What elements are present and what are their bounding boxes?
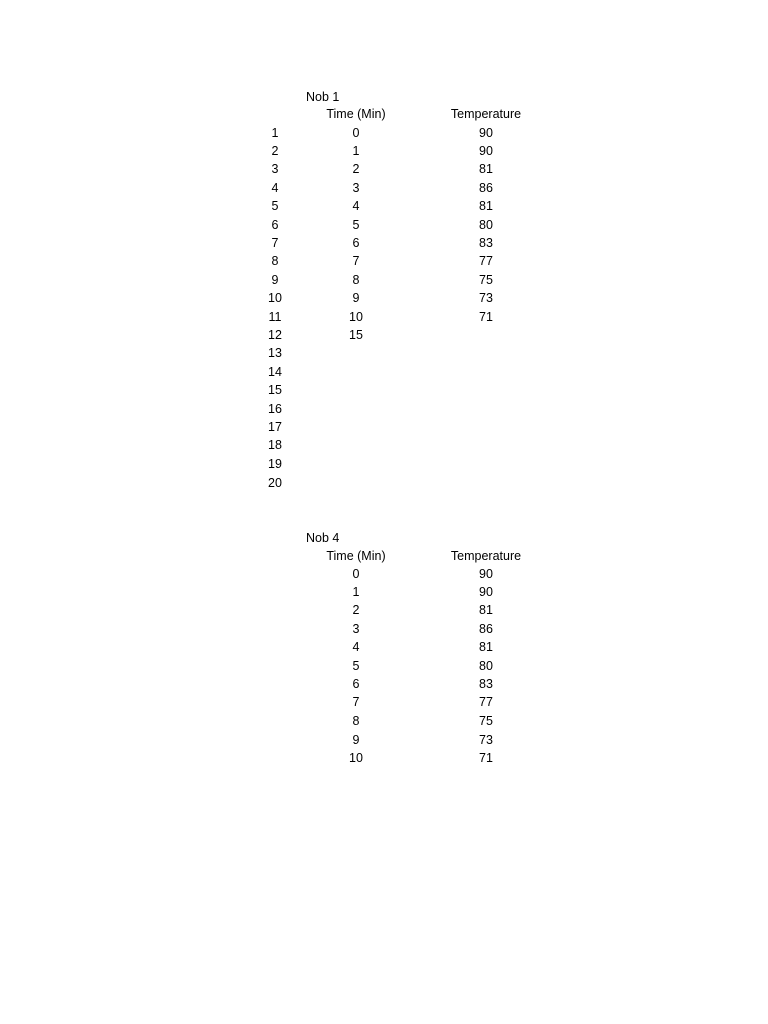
temperature-cell: 90	[479, 126, 493, 140]
time-cell: 4	[352, 199, 360, 213]
temperature-cell: 80	[479, 659, 493, 673]
row-number: 17	[268, 420, 282, 434]
time-header: Time (Min)	[326, 107, 386, 121]
temperature-cell: 71	[479, 310, 493, 324]
row-number: 8	[271, 254, 279, 268]
temperature-cell: 83	[479, 236, 493, 250]
row-number: 9	[271, 273, 279, 287]
time-cell: 4	[352, 640, 360, 654]
row-number: 10	[268, 291, 282, 305]
temperature-cell: 90	[479, 585, 493, 599]
temperature-cell: 86	[479, 181, 493, 195]
temperature-cell: 75	[479, 714, 493, 728]
temperature-cell: 90	[479, 567, 493, 581]
temperature-cell: 71	[479, 751, 493, 765]
temperature-header: Temperature	[450, 107, 522, 121]
row-number: 19	[268, 457, 282, 471]
temperature-cell: 86	[479, 622, 493, 636]
row-number: 5	[271, 199, 279, 213]
temperature-cell: 80	[479, 218, 493, 232]
time-cell: 10	[349, 310, 363, 324]
temperature-cell: 81	[479, 603, 493, 617]
time-cell: 6	[352, 677, 360, 691]
time-cell: 0	[352, 126, 360, 140]
row-number: 13	[268, 346, 282, 360]
row-number: 3	[271, 162, 279, 176]
row-number: 20	[268, 476, 282, 490]
row-number: 7	[271, 236, 279, 250]
time-cell: 2	[352, 162, 360, 176]
time-cell: 3	[352, 181, 360, 195]
time-cell: 5	[352, 218, 360, 232]
row-number: 14	[268, 365, 282, 379]
temperature-header: Temperature	[450, 549, 522, 563]
time-cell: 9	[352, 291, 360, 305]
time-cell: 8	[352, 273, 360, 287]
time-cell: 2	[352, 603, 360, 617]
time-cell: 7	[352, 695, 360, 709]
time-cell: 9	[352, 733, 360, 747]
time-cell: 1	[352, 144, 360, 158]
row-number: 1	[271, 126, 279, 140]
row-number: 6	[271, 218, 279, 232]
time-cell: 5	[352, 659, 360, 673]
temperature-cell: 73	[479, 733, 493, 747]
row-number: 11	[268, 310, 282, 324]
row-number: 2	[271, 144, 279, 158]
table-title: Nob 1	[306, 90, 340, 104]
time-cell: 8	[352, 714, 360, 728]
row-number: 15	[268, 383, 282, 397]
temperature-cell: 77	[479, 254, 493, 268]
row-number: 12	[268, 328, 282, 342]
row-number: 4	[271, 181, 279, 195]
time-header: Time (Min)	[326, 549, 386, 563]
time-cell: 10	[349, 751, 363, 765]
time-cell: 15	[349, 328, 363, 342]
temperature-cell: 75	[479, 273, 493, 287]
temperature-cell: 73	[479, 291, 493, 305]
row-number: 16	[268, 402, 282, 416]
temperature-cell: 83	[479, 677, 493, 691]
temperature-cell: 90	[479, 144, 493, 158]
temperature-cell: 81	[479, 199, 493, 213]
time-cell: 1	[352, 585, 360, 599]
time-cell: 7	[352, 254, 360, 268]
time-cell: 3	[352, 622, 360, 636]
row-number: 18	[268, 438, 282, 452]
time-cell: 0	[352, 567, 360, 581]
temperature-cell: 81	[479, 162, 493, 176]
temperature-cell: 81	[479, 640, 493, 654]
time-cell: 6	[352, 236, 360, 250]
temperature-cell: 77	[479, 695, 493, 709]
table-title: Nob 4	[306, 531, 340, 545]
